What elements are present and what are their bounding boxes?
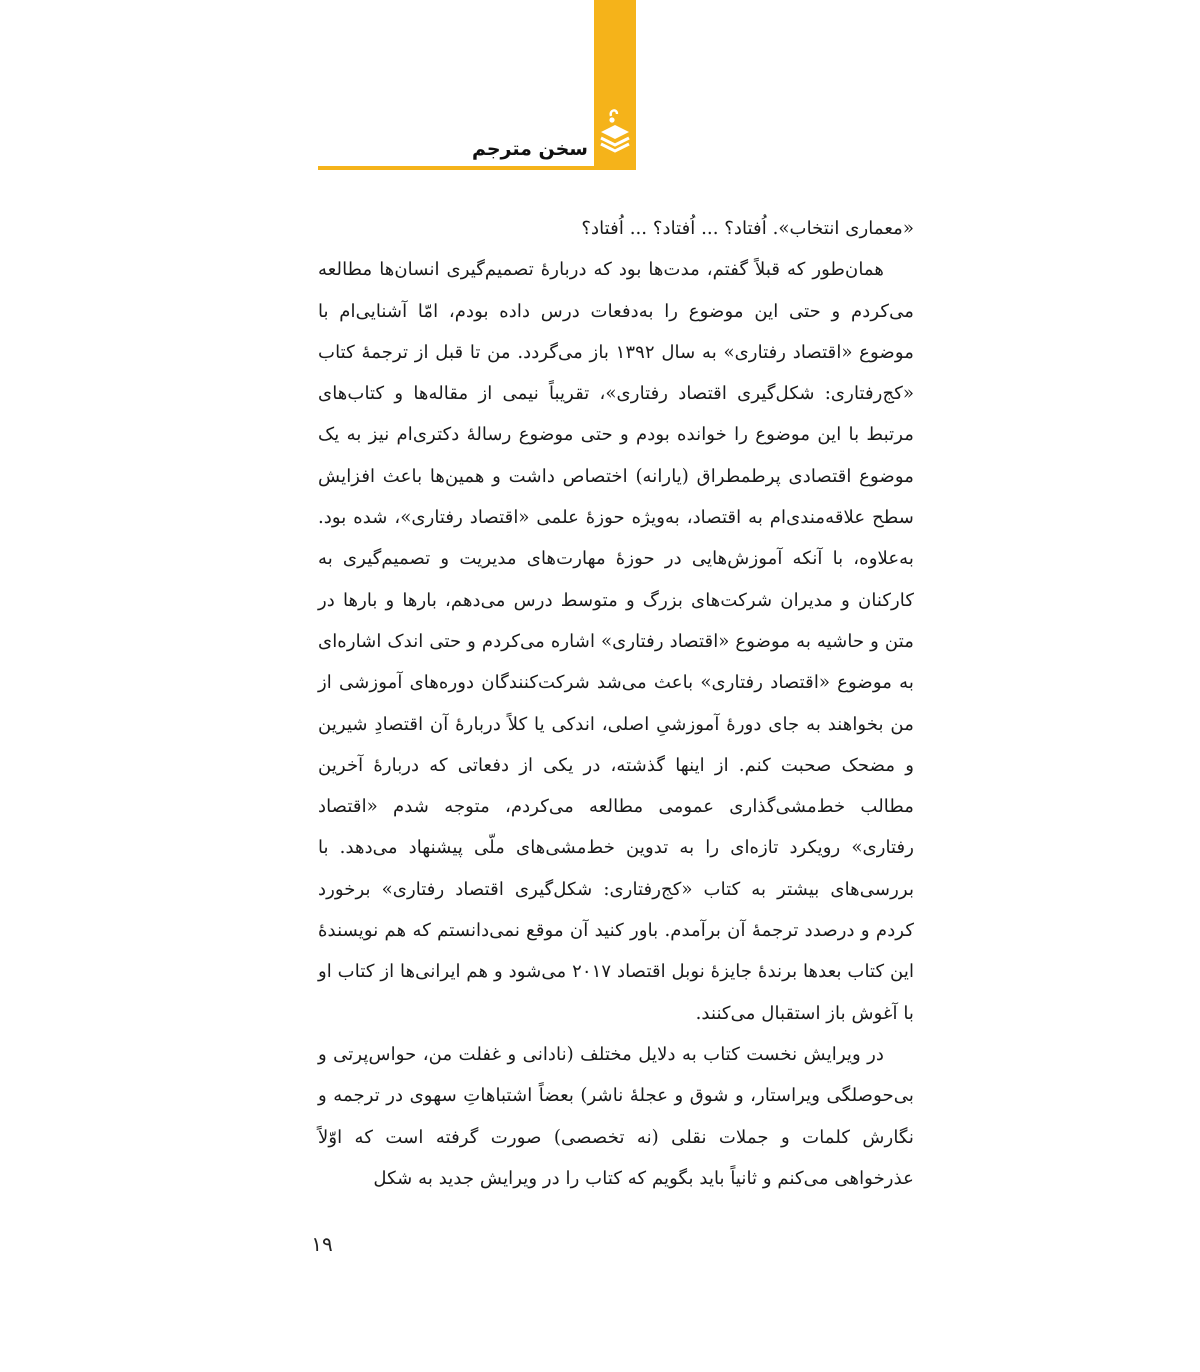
page-number: ۱۹ <box>311 1232 333 1256</box>
paragraph: همان‌طور که قبلاً گفتم، مدت‌ها بود که دربارهٔ تصمیم‌گیری انسان‌ها مطالعه می‌کردم و حتی این موضوع را به‌دفعات درس داده بودم، امّا آشنایی‌ام با موضوع «اقتصاد رفتاری» به سال ۱۳۹۲ باز می‌گردد. من تا قبل از ترجمهٔ کتاب «کج‌رفتاری: شکل‌گیری اقتصاد رفتاری»، تقریباً نیمی از مقاله‌ها و کتاب‌های مرتبط با این موضوع را خوانده بودم و حتی موضوع رسالهٔ دکتری‌ام نیز به یک موضوع اقتصادی پرطمطراق (یارانه) اختصاص داشت و همین‌ها باعث افزایش سطح علاقه‌مندی‌ام به اقتصاد، به‌ویژه حوزهٔ علمی «اقتصاد رفتاری»، شده بود. به‌علاوه، با آنکه آموزش‌هایی در حوزهٔ مهارت‌های مدیریت و تصمیم‌گیری به کارکنان و مدیران شرکت‌های بزرگ و متوسط درس می‌دهم، بارها و بارها در متن و حاشیه به موضوع «اقتصاد رفتاری» اشاره می‌کردم و حتی اندک اشاره‌ای به موضوع «اقتصاد رفتاری» باعث می‌شد شرکت‌کنندگان دوره‌های آموزشی از من بخواهند به جای دورهٔ آموزشیِ اصلی، اندکی یا کلاً دربارهٔ آن اقتصادِ شیرین و مضحک صحبت کنم. از اینها گذشته، در یکی از دفعاتی که دربارهٔ آخرین مطالب خط‌مشی‌گذاری عمومی مطالعه می‌کردم، متوجه شدم «اقتصاد رفتاری» رویکرد تازه‌ای را به تدوین خط‌مشی‌های ملّی پیشنهاد می‌دهد. با بررسی‌های بیشتر به کتاب «کج‌رفتاری: شکل‌گیری اقتصاد رفتاری» برخورد کردم و درصدد ترجمهٔ آن برآمدم. باور کنید آن موقع نمی‌دانستم که هم نویسندهٔ این کتاب بعدها برندهٔ جایزهٔ نوبل اقتصاد ۲۰۱۷ می‌شود و هم ایرانی‌ها از کتاب او با آغوش باز استقبال می‌کنند. <box>318 259 915 1024</box>
chapter-title: سخن مترجم <box>471 138 588 160</box>
header-rule <box>318 166 636 170</box>
body-text <box>318 208 914 1199</box>
book-pages-icon <box>597 98 633 158</box>
paragraph: «معماری انتخاب». اُفتاد؟ ... اُفتاد؟ ... اُفتاد؟ <box>581 218 914 239</box>
paragraph: در ویرایش نخست کتاب به دلایل مختلف (نادانی و غفلت من، حواس‌پرتی و بی‌حوصلگی ویراستار، و شوق و عجلهٔ ناشر) بعضاً اشتباهاتِ سهوی در ترجمه و نگارش کلمات و جملات نقلی (نه تخصصی) صورت گرفته است که اوّلاً عذرخواهی می‌کنم و ثانیاً باید بگویم که کتاب را در ویرایش جدید به شکل <box>318 1043 914 1189</box>
